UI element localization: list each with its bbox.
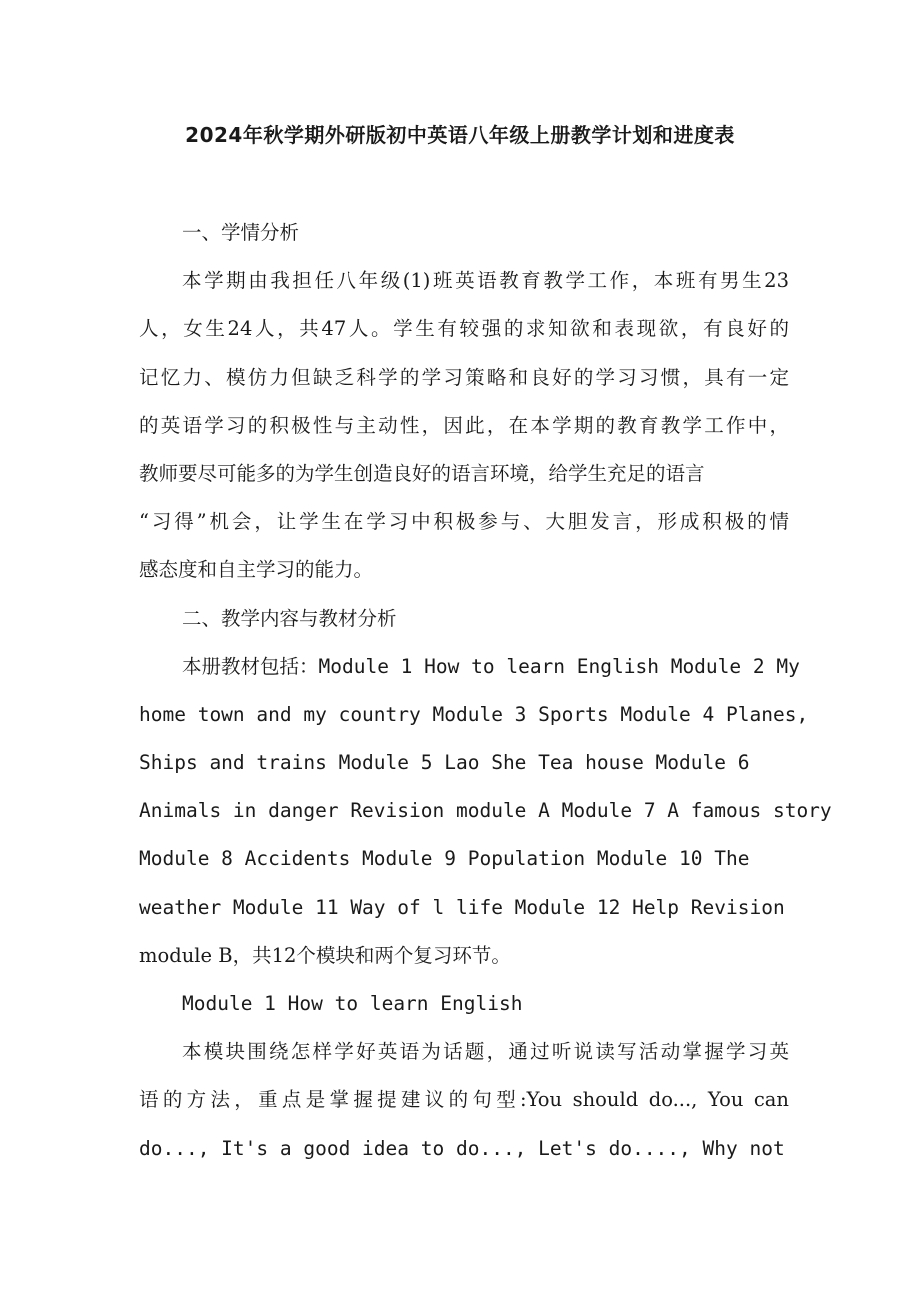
paragraph-line: 本学期由我担任八年级(1)班英语教育教学工作，本班有男生23 [182, 269, 789, 293]
paragraph-line: Ships and trains Module 5 Lao She Tea house Module 6 [139, 751, 750, 775]
paragraph-line: 教师要尽可能多的为学生创造良好的语言环境，给学生充足的语言 [139, 461, 705, 485]
document-body [139, 209, 832, 1173]
document-title: 2024年秋学期外研版初中英语八年级上册教学计划和进度表 [185, 123, 735, 147]
paragraph-line: Module 8 Accidents Module 9 Population Module 10 The [139, 847, 750, 871]
section-heading-2: 二、教学内容与教材分析 [182, 606, 397, 630]
paragraph-line: module B，共12个模块和两个复习环节。 [139, 943, 511, 967]
paragraph-line: 的英语学习的积极性与主动性，因此，在本学期的教育教学工作中， [139, 413, 789, 437]
paragraph-line: 记忆力、模仿力但缺乏科学的学习策略和良好的学习习惯，具有一定 [139, 365, 789, 389]
paragraph-line: 感态度和自主学习的能力。 [139, 558, 374, 582]
paragraph-line: 本册教材包括：Module 1 How to learn English Module 2 My [182, 654, 800, 678]
module-heading: Module 1 How to learn English [182, 992, 523, 1015]
section-heading-1: 一、学情分析 [182, 221, 300, 244]
paragraph-line: weather Module 11 Way of l life Module 12 Help Revision [139, 895, 785, 919]
paragraph-line: do..., It's a good idea to do..., Let's do...., Why not [139, 1136, 785, 1160]
paragraph-line: home town and my country Module 3 Sports Module 4 Planes, [139, 702, 809, 726]
paragraph-line: 本模块围绕怎样学好英语为话题，通过听说读写活动掌握学习英 [182, 1040, 789, 1064]
paragraph-line: 语的方法，重点是掌握提建议的句型:You should do..., You can [139, 1088, 789, 1112]
paragraph-line: Animals in danger Revision module A Module 7 A famous story [139, 799, 832, 823]
paragraph-line: “习得”机会，让学生在学习中积极参与、大胆发言，形成积极的情 [139, 510, 789, 534]
paragraph-line: 人，女生24人，共47人。学生有较强的求知欲和表现欲，有良好的 [139, 317, 789, 341]
